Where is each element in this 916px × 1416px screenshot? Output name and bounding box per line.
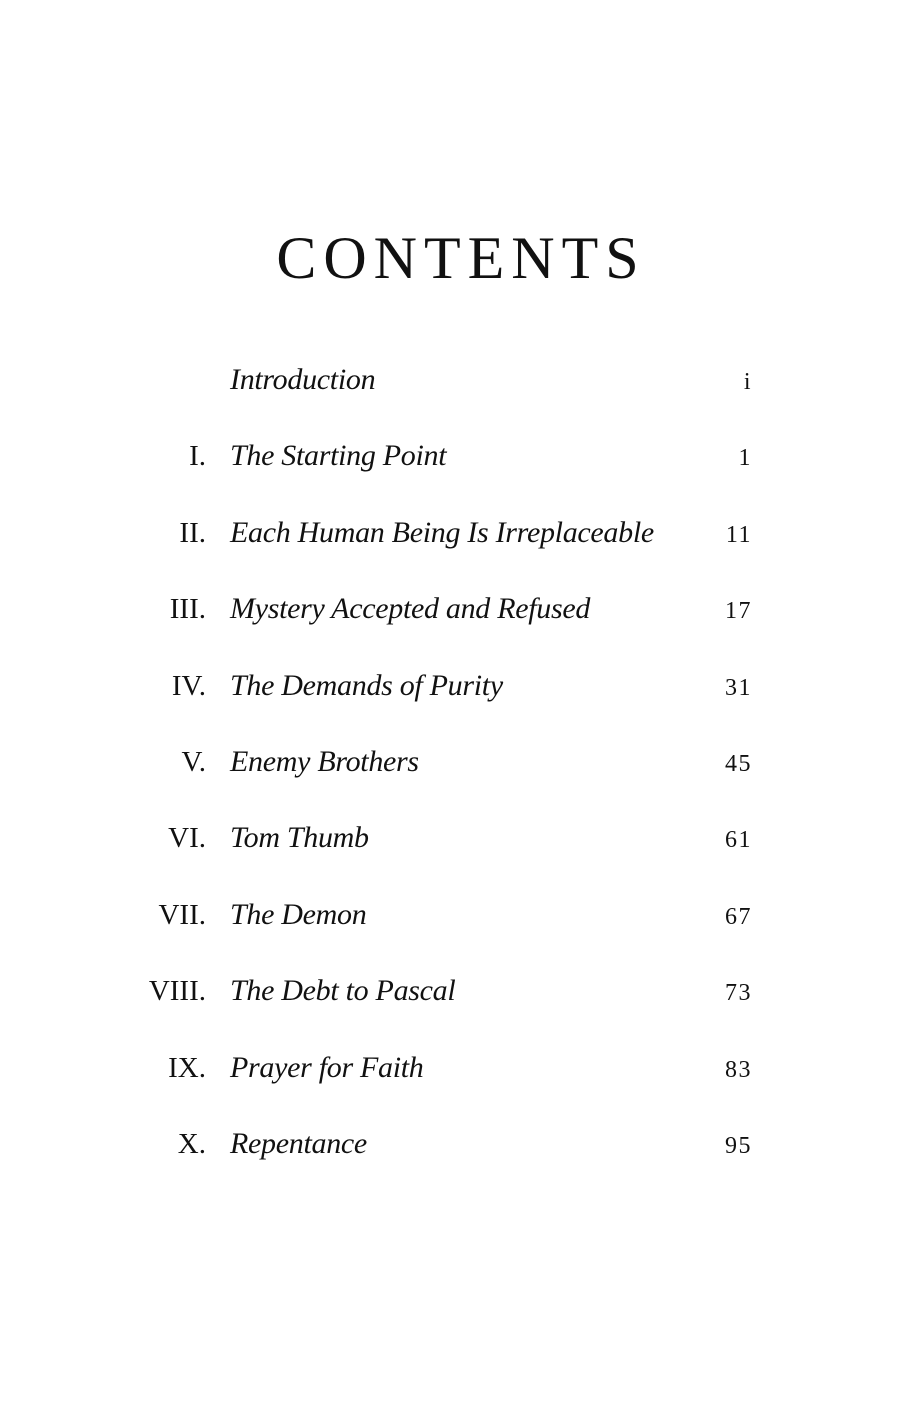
toc-entry-title: Each Human Being Is Irreplaceable <box>230 515 654 549</box>
toc-entry-title: Repentance <box>230 1126 367 1160</box>
toc-entry-chapter-1[interactable] <box>0 431 916 507</box>
toc-entry-number: IV. <box>171 669 206 702</box>
toc-entry-number: VIII. <box>148 975 206 1008</box>
toc-entry-number: II. <box>179 516 206 549</box>
toc-entry-chapter-2[interactable] <box>0 508 916 584</box>
toc-entry-title: Tom Thumb <box>230 821 369 855</box>
toc-entry-number: IX. <box>168 1051 206 1084</box>
toc-entry-page: 83 <box>725 1056 752 1083</box>
toc-entry-chapter-7[interactable] <box>0 890 916 966</box>
toc-entry-chapter-5[interactable] <box>0 737 916 813</box>
toc-entry-page: 61 <box>725 827 752 854</box>
toc-entry-title: Enemy Brothers <box>230 744 419 778</box>
toc-entry-chapter-8[interactable] <box>0 966 916 1042</box>
table-of-contents <box>0 355 916 1195</box>
toc-entry-chapter-10[interactable] <box>0 1119 916 1195</box>
toc-entry-title: The Demon <box>230 897 367 931</box>
toc-entry-title: The Demands of Purity <box>230 668 503 702</box>
toc-entry-number: VII. <box>158 898 206 931</box>
toc-entry-page: 95 <box>725 1132 752 1159</box>
toc-entry-chapter-3[interactable] <box>0 584 916 660</box>
toc-entry-page: 17 <box>725 598 752 625</box>
toc-entry-page: i <box>743 369 752 395</box>
toc-entry-chapter-4[interactable] <box>0 661 916 737</box>
toc-entry-page: 1 <box>738 445 752 472</box>
toc-entry-introduction[interactable] <box>0 355 916 431</box>
page-title: CONTENTS <box>276 225 646 291</box>
toc-entry-title: Mystery Accepted and Refused <box>230 592 591 626</box>
toc-entry-number: I. <box>189 440 206 473</box>
toc-entry-title: Introduction <box>230 363 376 396</box>
toc-entry-page: 31 <box>725 674 752 701</box>
toc-entry-page: 73 <box>725 980 752 1007</box>
toc-entry-page: 45 <box>725 750 752 777</box>
toc-entry-title: The Debt to Pascal <box>230 974 456 1008</box>
toc-entry-number: V. <box>181 745 206 778</box>
toc-entry-number: III. <box>169 593 206 626</box>
toc-entry-page: 11 <box>725 521 752 548</box>
toc-entry-chapter-6[interactable] <box>0 813 916 889</box>
toc-entry-number: VI. <box>168 822 206 855</box>
toc-entry-title: Prayer for Faith <box>230 1050 424 1084</box>
toc-entry-page: 67 <box>725 903 752 930</box>
toc-entry-number: X. <box>177 1127 206 1160</box>
toc-entry-chapter-9[interactable] <box>0 1043 916 1119</box>
toc-entry-title: The Starting Point <box>230 439 447 473</box>
